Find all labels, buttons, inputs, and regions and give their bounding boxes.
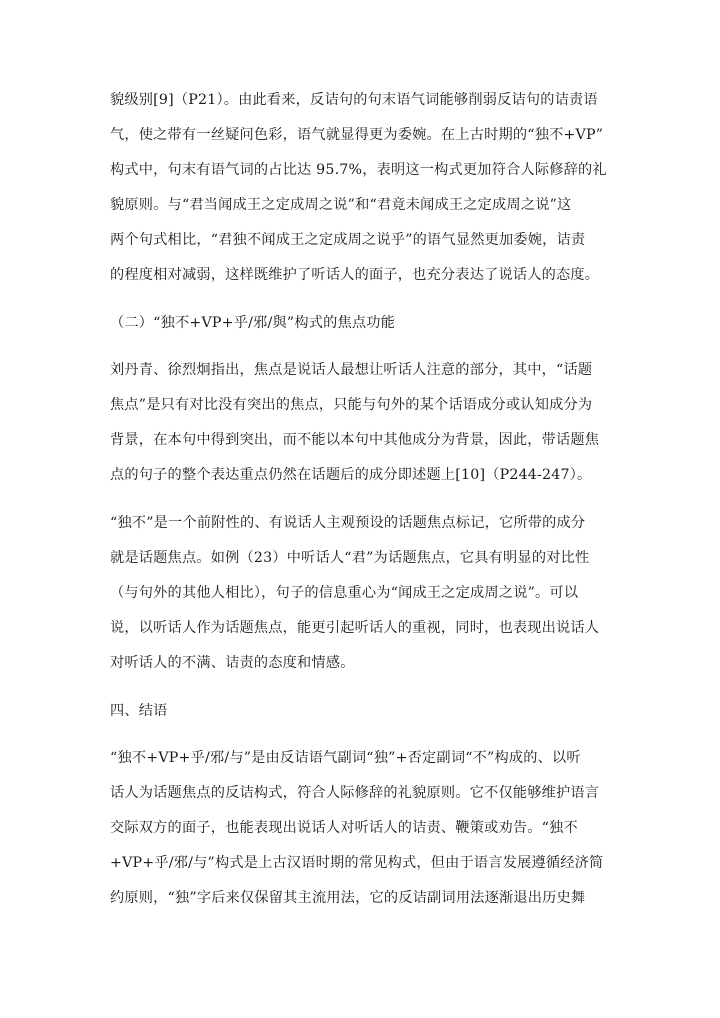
text-line: 气，使之带有一丝疑问色彩，语气就显得更为委婉。在上古时期的“独不+VP” xyxy=(110,127,604,143)
text-line: 焦点”是只有对比没有突出的焦点，只能与句外的某个话语成分或认知成分为 xyxy=(110,397,593,413)
text-line: 构式中，句末有语气词的占比达 95.7%，表明这一构式更加符合人际修辞的礼 xyxy=(110,162,607,178)
text-line: 的程度相对减弱，这样既维护了听话人的面子，也充分表达了说话人的态度。 xyxy=(110,267,600,283)
text-line: 背景，在本句中得到突出，而不能以本句中其他成分为背景，因此，带话题焦 xyxy=(110,432,600,448)
text-line: 话人为话题焦点的反诘构式，符合人际修辞的礼貌原则。它不仅能够维护语言 xyxy=(110,785,600,801)
text-line: 说，以听话人作为话题焦点，能更引起听话人的重视，同时，也表现出说话人 xyxy=(110,620,600,636)
text-line: （与句外的其他人相比），句子的信息重心为“闻成王之定成周之说”。可以 xyxy=(110,585,579,601)
text-line: +VP+乎/邪/与”构式是上古汉语时期的常见构式，但由于语言发展遵循经济简 xyxy=(110,855,604,871)
text-line: 貌原则。与“君当闻成王之定成周之说”和“君竟未闻成王之定成周之说”这 xyxy=(110,197,572,213)
text-line: 就是话题焦点。如例（23）中听话人“君”为话题焦点，它具有明显的对比性 xyxy=(110,550,590,566)
text-line: 约原则，“独”字后来仅保留其主流用法，它的反诘副词用法逐渐退出历史舞 xyxy=(110,890,586,906)
section-heading: 四、结语 xyxy=(110,703,168,719)
text-line: 两个句式相比，“君独不闻成王之定成周之说乎”的语气显然更加委婉，诘责 xyxy=(110,232,586,248)
text-line: 对听话人的不满、诘责的态度和情感。 xyxy=(110,655,355,671)
section-heading: （二）“独不+VP+乎/邪/與”构式的焦点功能 xyxy=(110,315,396,331)
text-line: 貌级别[9]（P21）。由此看来，反诘句的句末语气词能够削弱反诘句的诘责语 xyxy=(110,92,598,108)
text-line: 刘丹青、徐烈炯指出，焦点是说话人最想让听话人注意的部分，其中，“话题 xyxy=(110,362,593,378)
text-line: 点的句子的整个表达重点仍然在话题后的成分即述题上[10]（P244-247）。 xyxy=(110,467,592,483)
text-line: 交际双方的面子，也能表现出说话人对听话人的诘责、鞭策或劝告。“独不 xyxy=(110,820,578,836)
text-line: “独不”是一个前附性的、有说话人主观预设的话题焦点标记，它所带的成分 xyxy=(110,515,586,531)
text-line: “独不+VP+乎/邪/与”是由反诘语气副词“独”+否定副词“不”构成的、以听 xyxy=(110,750,581,766)
